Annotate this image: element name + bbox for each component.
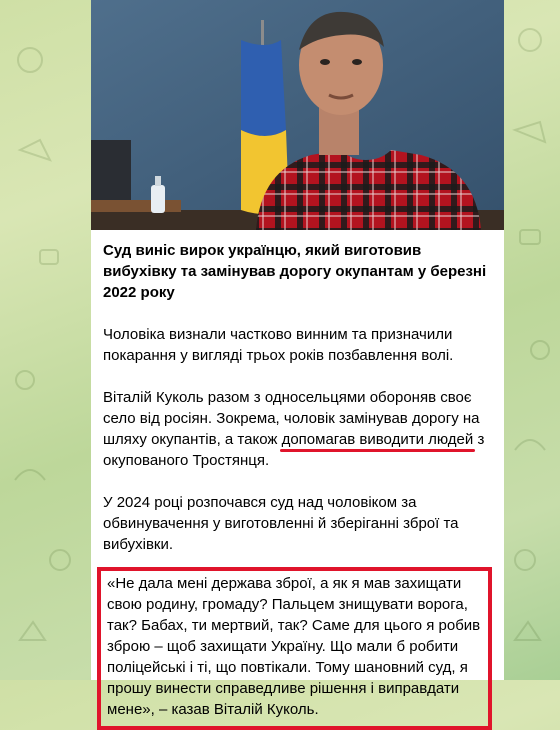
paragraph-text: , а також [216, 431, 282, 448]
underlined-helped-evacuate: допомагав виводити людей [281, 431, 474, 448]
post-headline: Суд виніс вирок українцю, який виготовив вибухівку та замінував дорогу окупантам у березні 2022 року [103, 242, 487, 301]
post-paragraph-verdict: Чоловіка визнали частково винним та призначили покарання у вигляді трьох років позбавлення волі. [103, 326, 454, 364]
portrait-photo-image [91, 0, 504, 230]
underlined-mined-road: замінував дорогу на шляху окупантів [103, 410, 480, 448]
post-paragraph-trial: У 2024 році розпочався суд над чоловіком за обвинувачення у виготовленні й зберіганні зброї та вибухівки. [103, 494, 459, 553]
paragraph-text: Віталій Куколь разом з односельцями обороняв своє село від росіян. Зокрема, чоловік [103, 389, 472, 427]
highlighted-quote-box [97, 567, 492, 730]
quote-text: «Не дала мені держава зброї, а як я мав захищати свою родину, громаду? Пальцем знищувати ворога, так? Бабах, ти мертвий, так? Саме для цього я робив зброю – щоб захищати Україну. Що мали б робити поліцейські і ті, що повтікали. Тому шановний суд, я прошу винести справедливе рішення і виправдати мене», – казав Віталій Куколь. [107, 575, 481, 718]
message-card [91, 0, 504, 718]
post-photo[interactable] [91, 0, 504, 230]
post-paragraph-defense [103, 387, 495, 471]
paragraph-text: з окупованого Тростянця. [103, 431, 485, 469]
